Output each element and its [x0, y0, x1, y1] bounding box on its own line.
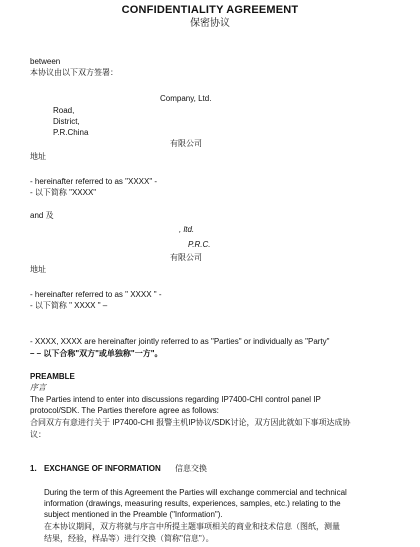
party1-reference: - hereinafter referred to as "XXXX" -	[30, 177, 158, 186]
party1-reference-cn: - 以下简称 "XXXX"	[30, 188, 97, 197]
section-heading-cn: 信息交换	[175, 464, 207, 473]
section-heading: EXCHANGE OF INFORMATION	[44, 464, 161, 473]
joint-reference-cn: – – 以下合称"双方"或单独称"一方"。	[30, 349, 163, 358]
preamble-heading-cn: 序言	[30, 383, 46, 392]
party2-reference-cn: - 以下简称 " XXXX " –	[30, 301, 108, 310]
document-subtitle-cn: 保密协议	[190, 18, 230, 29]
party2-reference: - hereinafter referred to as " XXXX " -	[30, 290, 162, 299]
between-label-cn: 本协议由以下双方签署：	[30, 68, 118, 77]
party1-address-cn: 地址	[30, 152, 46, 161]
party2-address-cn: 地址	[30, 265, 46, 274]
party2-name: , ltd.	[179, 225, 195, 234]
preamble-line-cn: 议：	[30, 430, 46, 439]
party1-address-line: Road,	[53, 106, 75, 115]
preamble-heading: PREAMBLE	[30, 372, 75, 381]
section-body-line: information (drawings, measuring results, experiences, samples, etc.) relating to the	[44, 499, 341, 508]
joint-reference: - XXXX, XXXX are hereinafter jointly referred to as "Parties" or individually as "Party"	[30, 337, 330, 346]
section-number: 1.	[30, 464, 37, 473]
and-label: and 及	[30, 211, 54, 220]
between-label: between	[30, 57, 61, 66]
preamble-line: The Parties intend to enter into discussions regarding IP7400-CHI control panel IP	[30, 395, 321, 404]
document-title: CONFIDENTIALITY AGREEMENT	[121, 4, 299, 16]
section-body-line: subject mentioned in the Preamble ("Information").	[44, 510, 223, 519]
preamble-line: protocol/SDK. The Parties therefore agree as follows:	[30, 406, 219, 415]
party1-name: Company, Ltd.	[160, 94, 212, 103]
party2-country: P.R.C.	[188, 240, 211, 249]
section-body-line-cn: 在本协议期间，双方将就与序言中所提主题事项相关的商业和技术信息（图纸，测量	[44, 522, 340, 531]
section-body-line-cn: 结果，经验，样品等）进行交换（简称"信息"）。	[44, 534, 214, 543]
party2-name-cn: 有限公司	[170, 253, 202, 262]
section-body-line: During the term of this Agreement the Parties will exchange commercial and technical	[44, 488, 347, 497]
party1-address-line: District,	[53, 117, 80, 126]
party1-address-line: P.R.China	[53, 128, 89, 137]
preamble-line-cn: 合同双方有意进行关于 IP7400-CHI 报警主机IP协议/SDK讨论，双方因此就如下事项达成协	[30, 418, 351, 427]
party1-name-cn: 有限公司	[170, 139, 202, 148]
